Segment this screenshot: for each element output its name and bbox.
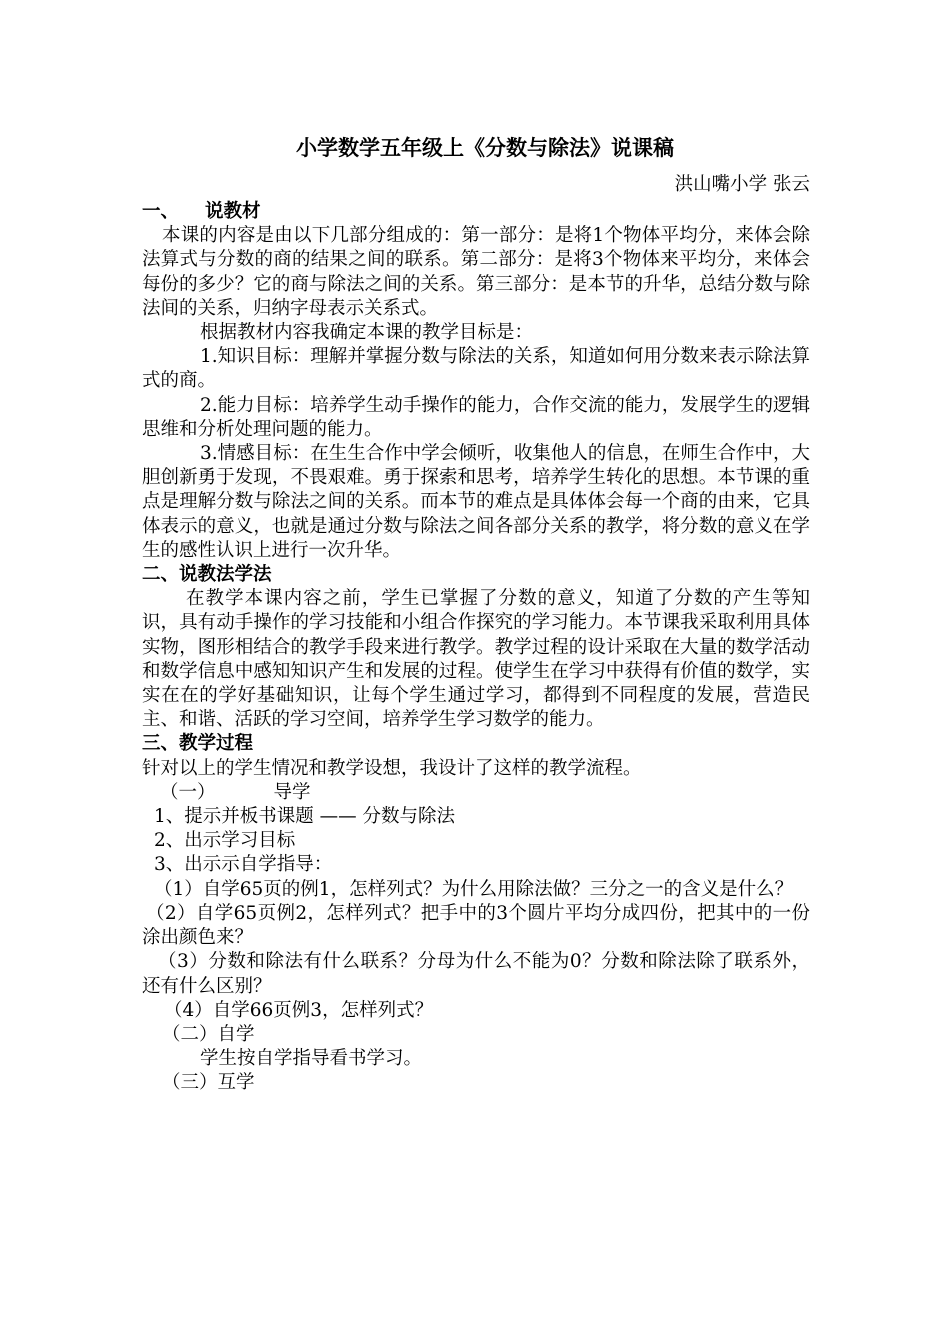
question-item: （3）分数和除法有什么联系？分母为什么不能为0？分数和除法除了联系外，还有什么区别？ xyxy=(142,951,810,997)
paragraph: 针对以上的学生情况和教学设想，我设计了这样的教学流程。 xyxy=(142,757,642,779)
list-item: 2、出示学习目标 xyxy=(154,830,296,852)
paragraph: 3.情感目标：在生生合作中学会倾听，收集他人的信息，在师生合作中，大胆创新勇于发现，不畏艰难。勇于探索和思考，培养学生转化的思想。本节课的重点是理解分数与除法之间的关系。而本节的难点是具体体会每一个商的由来，它具体表示的意义，也就是通过分数与除法之间各部分关系的教学，将分数的意义在学生的感性认识上进行一次升华。 xyxy=(142,443,810,561)
paragraph: 2.能力目标：培养学生动手操作的能力，合作交流的能力，发展学生的逻辑思维和分析处理问题的能力。 xyxy=(142,394,810,440)
list-item: 1、提示并板书课题 —— 分数与除法 xyxy=(154,806,456,828)
paragraph: 在教学本课内容之前，学生已掌握了分数的意义，知道了分数的产生等知识，具有动手操作的学习技能和小组合作探究的学习能力。本节课我采取利用具体实物，图形相结合的教学手段来进行教学。教学过程的设计采取在大量的数学活动和数学信息中感知知识产生和发展的过程。使学生在学习中获得有价值的数学，实实在在的学好基础知识，让每个学生通过学习，都得到不同程度的发展，营造民主、和谐、活跃的学习空间，培养学生学习数学的能力。 xyxy=(142,588,810,731)
paragraph: 学生按自学指导看书学习。 xyxy=(200,1048,423,1070)
question-item: （1）自学65页的例1，怎样列式？为什么用除法做？三分之一的含义是什么？ xyxy=(154,878,794,900)
section-heading-2: 二、说教法学法 xyxy=(142,564,272,586)
section-heading-text: 说教材 xyxy=(205,201,261,222)
list-item: 3、出示示自学指导： xyxy=(154,854,333,876)
paragraph: 根据教材内容我确定本课的教学目标是： xyxy=(200,322,534,344)
section-heading-3: 三、教学过程 xyxy=(142,733,254,755)
subsection-heading xyxy=(142,781,810,805)
document-title: 小学数学五年级上《分数与除法》说课稿 xyxy=(296,135,674,160)
subsection-number: （一） xyxy=(160,781,216,803)
author-line: 洪山嘴小学 张云 xyxy=(674,174,810,195)
paragraph: 1.知识目标：理解并掌握分数与除法的关系，知道如何用分数来表示除法算式的商。 xyxy=(142,346,810,392)
subsection-title: 导学 xyxy=(273,781,311,803)
section-heading-1 xyxy=(142,200,810,224)
question-item: （4）自学66页例3，怎样列式？ xyxy=(164,999,434,1021)
subsection-heading: （三）互学 xyxy=(162,1072,255,1094)
paragraph: 本课的内容是由以下几部分组成的：第一部分：是将1个物体平均分，来体会除法算式与分数的商的结果之间的联系。第二部分：是将3个物体来平均分，来体会每份的多少？它的商与除法之间的关系。第三部分：是本节的升华，总结分数与除法间的关系，归纳字母表示关系式。 xyxy=(142,225,810,319)
document-body xyxy=(142,128,810,1096)
subsection-heading: （二）自学 xyxy=(162,1023,255,1045)
section-number: 一、 xyxy=(142,201,180,222)
question-item: （2）自学65页例2，怎样列式？把手中的3个圆片平均分成四份，把其中的一份涂出颜色来？ xyxy=(142,902,810,949)
